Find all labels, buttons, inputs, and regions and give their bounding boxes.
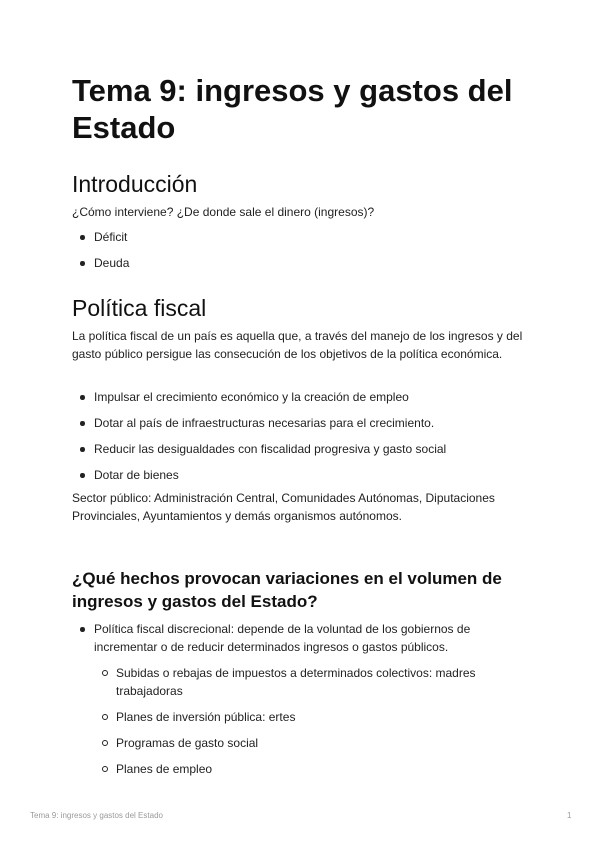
sub-list-item: Programas de gasto social — [72, 734, 532, 752]
footer-page-number: 1 — [567, 811, 572, 820]
fiscal-list — [72, 388, 532, 484]
variations-heading: ¿Qué hechos provocan variaciones en el volumen de ingresos y gastos del Estado? — [72, 569, 502, 611]
variations-list — [72, 620, 532, 778]
footer-doc-title: Tema 9: ingresos y gastos del Estado — [30, 811, 163, 820]
list-item: Política fiscal discrecional: depende de la voluntad de los gobiernos de incrementar o de reducir determinados ingresos o gastos públicos. — [72, 620, 532, 656]
list-item: Dotar al país de infraestructuras necesarias para el crecimiento. — [72, 414, 532, 432]
list-item: Deuda — [72, 254, 532, 272]
fiscal-paragraph: La política fiscal de un país es aquella que, a través del manejo de los ingresos y del gasto público persigue las consecución de los objetivos de la política económica. — [72, 329, 523, 361]
list-item: Dotar de bienes — [72, 466, 532, 484]
list-item: Impulsar el crecimiento económico y la creación de empleo — [72, 388, 532, 406]
page-title: Tema 9: ingresos y gastos del Estado — [72, 73, 513, 145]
sub-list-item: Planes de empleo — [72, 760, 532, 778]
intro-question: ¿Cómo interviene? ¿De donde sale el dinero (ingresos)? — [72, 205, 375, 219]
sector-paragraph: Sector público: Administración Central, Comunidades Autónomas, Diputaciones Provinciales, Ayuntamientos y demás organismos autónomos. — [72, 491, 495, 523]
sub-list-item: Subidas o rebajas de impuestos a determinados colectivos: madres trabajadoras — [72, 664, 532, 700]
list-item: Reducir las desigualdades con fiscalidad progresiva y gasto social — [72, 440, 532, 458]
intro-heading: Introducción — [72, 171, 198, 197]
fiscal-heading: Política fiscal — [72, 295, 207, 321]
sub-list-item: Planes de inversión pública: ertes — [72, 708, 532, 726]
intro-list — [72, 228, 532, 272]
list-item: Déficit — [72, 228, 532, 246]
